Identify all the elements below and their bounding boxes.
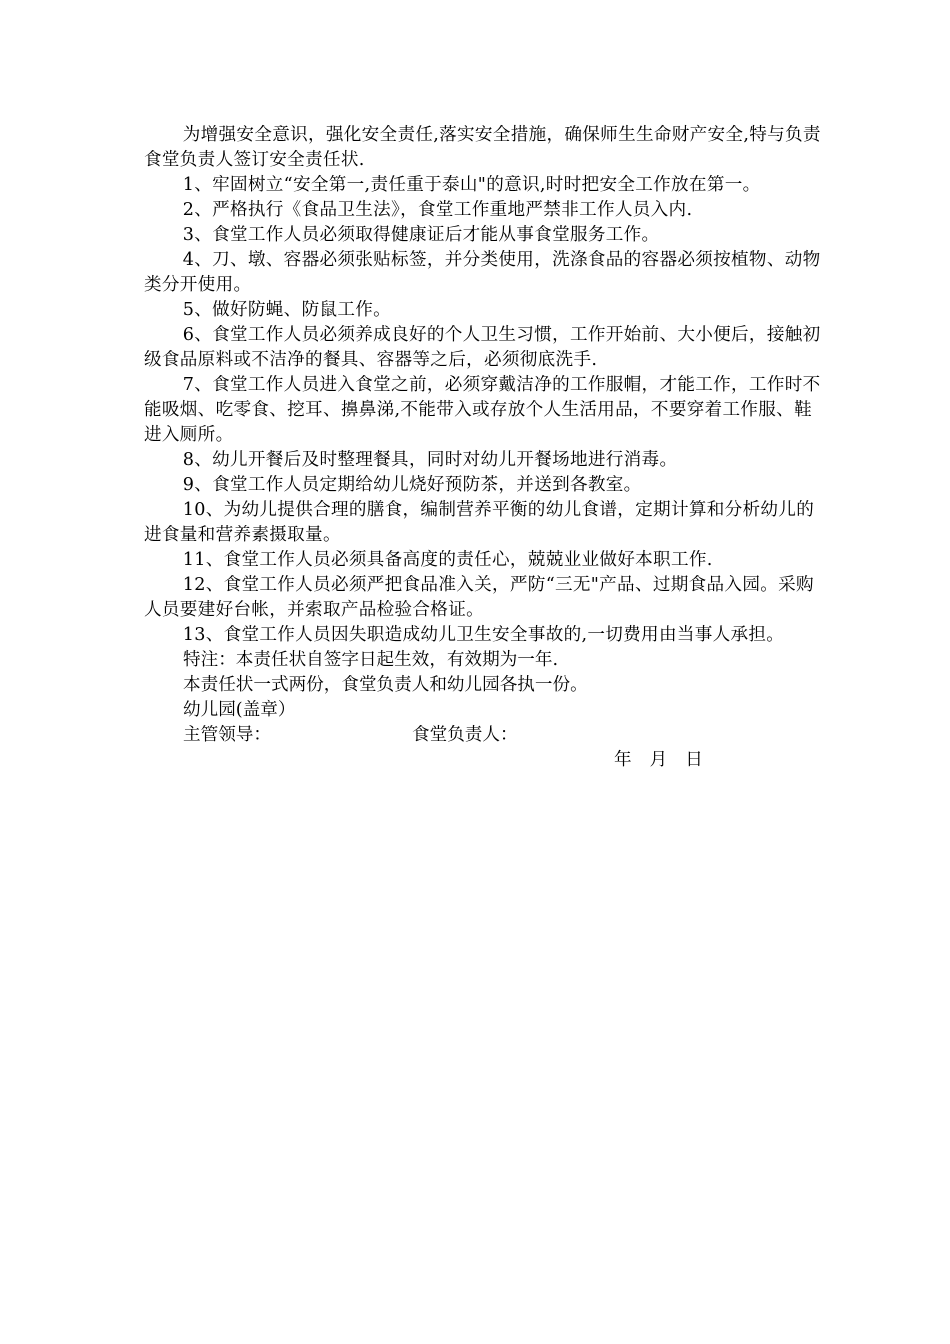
clause-5: 5、做好防蝇、防鼠工作。 bbox=[182, 300, 392, 320]
clause-6: 6、食堂工作人员必须养成良好的个人卫生习惯，工作开始前、大小便后，接触初级食品原料或不洁净的餐具、容器等之后，必须彻底洗手. bbox=[144, 325, 821, 370]
clause-11: 11、食堂工作人员必须具备高度的责任心，兢兢业业做好本职工作. bbox=[182, 550, 713, 570]
canteen-head-label: 食堂负责人： bbox=[412, 725, 518, 745]
document-body bbox=[144, 123, 824, 773]
clause-9: 9、食堂工作人员定期给幼儿烧好预防茶，并送到各教室。 bbox=[182, 475, 642, 495]
date-month: 月 bbox=[649, 750, 668, 770]
clause-10: 10、为幼儿提供合理的膳食，编制营养平衡的幼儿食谱，定期计算和分析幼儿的进食量和营养素摄取量。 bbox=[144, 500, 815, 545]
copies-line: 本责任状一式两份，食堂负责人和幼儿园各执一份。 bbox=[183, 675, 588, 695]
date-line bbox=[144, 748, 824, 773]
date-year: 年 bbox=[614, 750, 632, 770]
clause-12: 12、食堂工作人员必须严把食品准入关，严防“三无"产品、过期食品入园。采购人员要建好台帐，并索取产品检验合格证。 bbox=[144, 575, 814, 620]
clause-13: 13、食堂工作人员因失职造成幼儿卫生安全事故的,一切费用由当事人承担。 bbox=[182, 625, 785, 645]
clause-4: 4、刀、墩、容器必须张贴标签，并分类使用，洗涤食品的容器必须按植物、动物类分开使用。 bbox=[144, 250, 821, 295]
clause-7: 7、食堂工作人员进入食堂之前，必须穿戴洁净的工作服帽，才能工作，工作时不能吸烟、吃零食、挖耳、擤鼻涕,不能带入或存放个人生活用品，不要穿着工作服、鞋进入厕所。 bbox=[144, 375, 821, 445]
seal-line: 幼儿园(盖章） bbox=[183, 700, 296, 720]
clause-1: 1、牢固树立“安全第一,责任重于泰山"的意识,时时把安全工作放在第一。 bbox=[182, 175, 761, 195]
leader-label: 主管领导： bbox=[183, 725, 271, 745]
note-line: 特注：本责任状自签字日起生效，有效期为一年. bbox=[183, 650, 559, 670]
clause-8: 8、幼儿开餐后及时整理餐具，同时对幼儿开餐场地进行消毒。 bbox=[182, 450, 678, 470]
date-day: 日 bbox=[685, 750, 703, 770]
clause-2: 2、严格执行《食品卫生法》，食堂工作重地严禁非工作人员入内. bbox=[182, 200, 693, 220]
clause-3: 3、食堂工作人员必须取得健康证后才能从事食堂服务工作。 bbox=[182, 225, 660, 245]
signature-row bbox=[144, 723, 824, 748]
intro-paragraph: 为增强安全意识，强化安全责任,落实安全措施，确保师生生命财产安全,特与负责食堂负责人签订安全责任状. bbox=[144, 125, 821, 170]
